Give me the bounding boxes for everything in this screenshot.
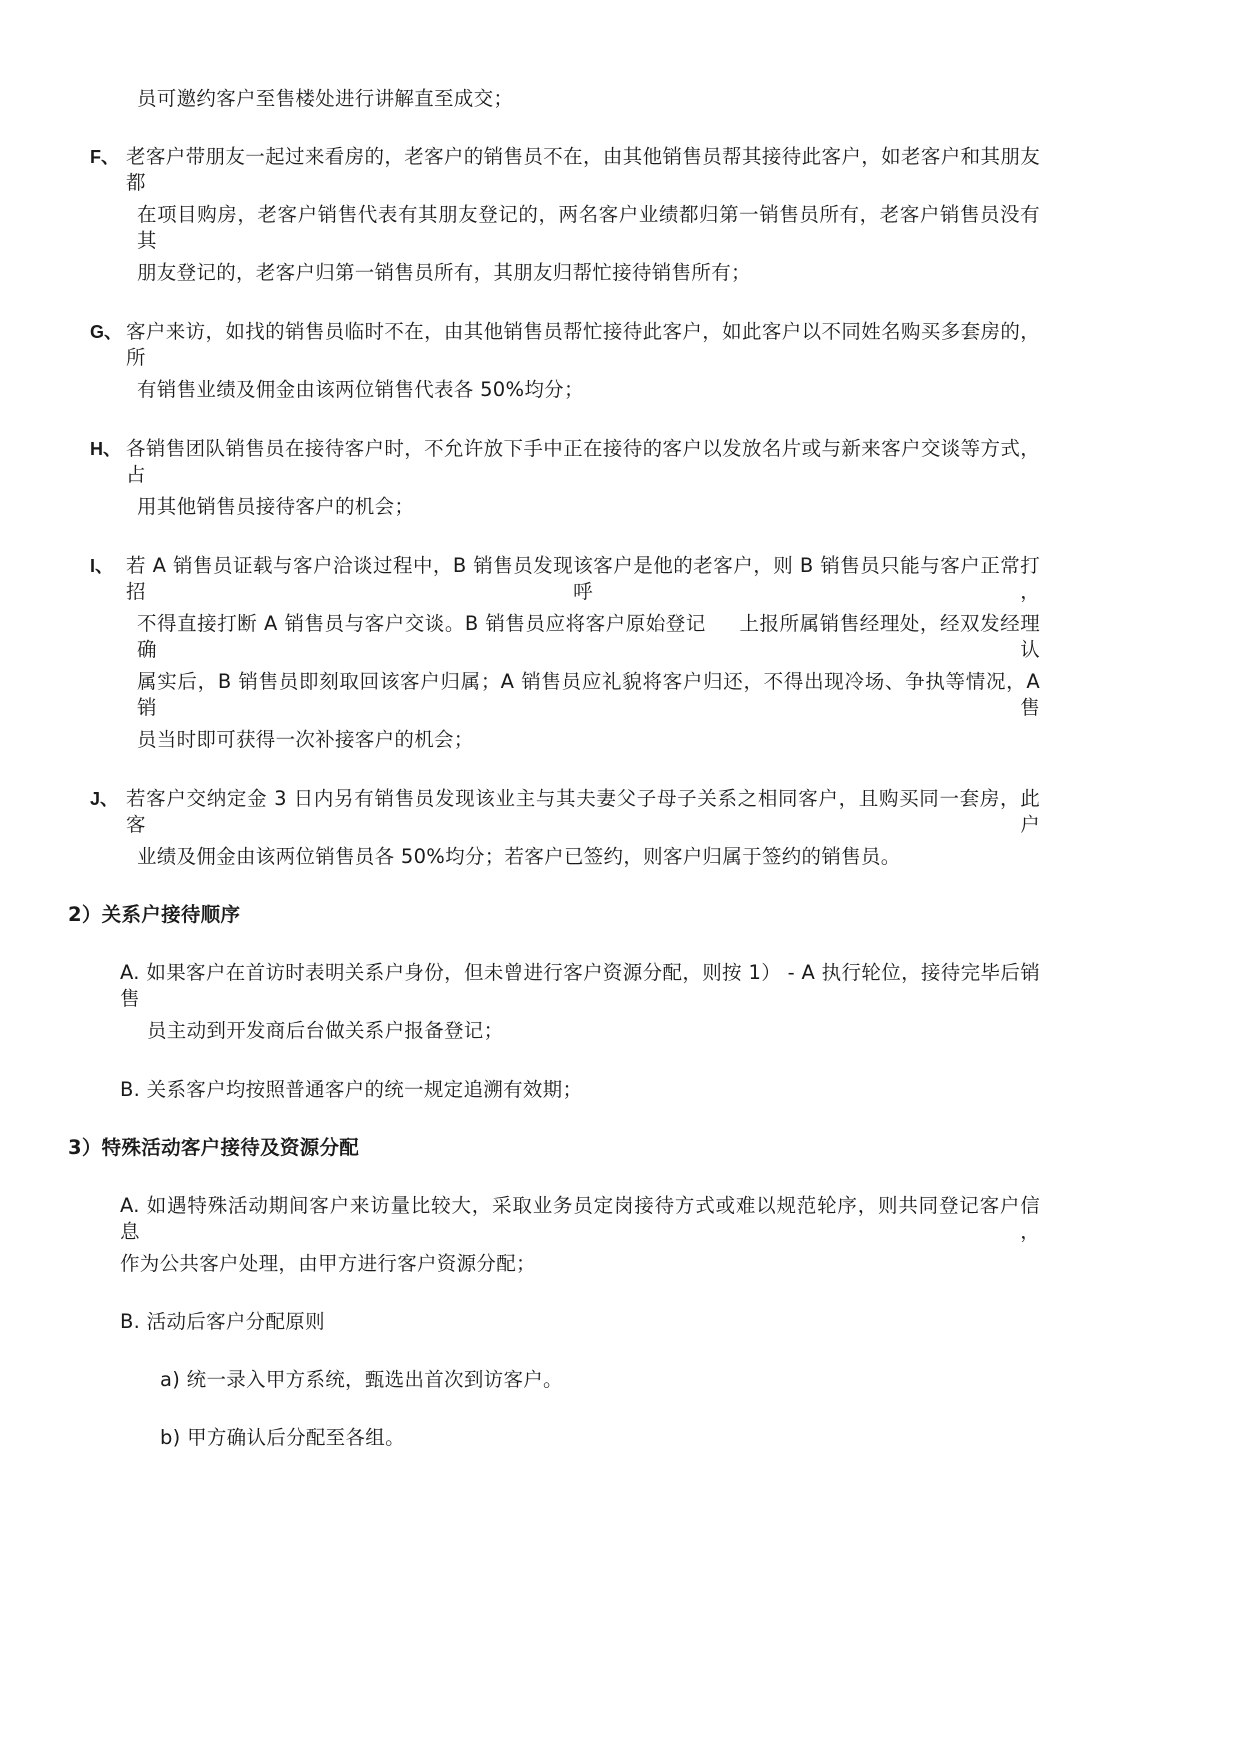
section-2-number: 2） xyxy=(68,903,102,926)
item-i-line-2: 不得直接打断 A 销售员与客户交谈。B 销售员应将客户原始登记 上报所属销售经理处，经双发经理确认 xyxy=(137,612,1040,661)
item-g-line-2: 有销售业绩及佣金由该两位销售代表各 50%均分； xyxy=(137,378,584,401)
section-3-number: 3） xyxy=(68,1136,102,1159)
section-2-item-a-line-1: A. 如果客户在首访时表明关系户身份，但未曾进行客户资源分配，则按 1） - A 执行轮位，接待完毕后销售 xyxy=(120,961,1040,1010)
section-3-item-a-line-1: A. 如遇特殊活动期间客户来访量比较大，采取业务员定岗接待方式或难以规范轮序，则共同登记客户信息， xyxy=(120,1194,1040,1243)
item-h-line-2: 用其他销售员接待客户的机会； xyxy=(137,495,415,518)
item-i-line-1: 若 A 销售员证载与客户洽谈过程中，B 销售员发现该客户是他的老客户，则 B 销售员只能与客户正常打招呼， xyxy=(126,554,1040,603)
item-f-line-3: 朋友登记的，老客户归第一销售员所有，其朋友归帮忙接待销售所有； xyxy=(137,261,751,284)
section-2-item-b: B. 关系客户均按照普通客户的统一规定追溯有效期； xyxy=(120,1078,583,1101)
item-f-line-1: 老客户带朋友一起过来看房的，老客户的销售员不在，由其他销售员帮其接待此客户，如老客户和其朋友都 xyxy=(126,145,1040,194)
item-g-marker: G、 xyxy=(90,322,123,342)
item-g-line-1: 客户来访，如找的销售员临时不在，由其他销售员帮忙接待此客户，如此客户以不同姓名购买多套房的，所 xyxy=(126,320,1040,369)
item-i-marker: I、 xyxy=(90,556,114,576)
item-i-line-3: 属实后，B 销售员即刻取回该客户归属；A 销售员应礼貌将客户归还，不得出现冷场、争执等情况，A 销售 xyxy=(137,670,1040,719)
item-j-marker: J、 xyxy=(90,789,119,809)
section-3-title: 特殊活动客户接待及资源分配 xyxy=(101,1136,360,1159)
section-2-title: 关系户接待顺序 xyxy=(101,903,241,926)
item-f-marker: F、 xyxy=(90,147,119,167)
section-3-item-b: B. 活动后客户分配原则 xyxy=(120,1310,325,1333)
section-3-subitem-b: b) 甲方确认后分配至各组。 xyxy=(160,1426,405,1449)
item-j-line-2: 业绩及佣金由该两位销售员各 50%均分；若客户已签约，则客户归属于签约的销售员。 xyxy=(137,845,901,868)
item-continuation-line: 员可邀约客户至售楼处进行讲解直至成交； xyxy=(137,87,514,110)
item-i-line-4: 员当时即可获得一次补接客户的机会； xyxy=(137,728,474,751)
section-2-item-a-line-2: 员主动到开发商后台做关系户报备登记； xyxy=(147,1019,504,1042)
item-f-line-2: 在项目购房，老客户销售代表有其朋友登记的，两名客户业绩都归第一销售员所有，老客户销售员没有其 xyxy=(137,203,1040,252)
section-3-heading xyxy=(68,1135,359,1161)
item-j-line-1: 若客户交纳定金 3 日内另有销售员发现该业主与其夫妻父子母子关系之相同客户，且购买同一套房，此客户 xyxy=(126,787,1040,836)
section-3-subitem-a: a) 统一录入甲方系统，甄选出首次到访客户。 xyxy=(160,1368,563,1391)
section-2-heading xyxy=(68,902,240,928)
section-3-item-a-line-2: 作为公共客户处理，由甲方进行客户资源分配； xyxy=(120,1252,536,1275)
item-h-line-1: 各销售团队销售员在接待客户时，不允许放下手中正在接待的客户以发放名片或与新来客户交谈等方式，占 xyxy=(126,437,1040,486)
item-h-marker: H、 xyxy=(90,439,121,459)
